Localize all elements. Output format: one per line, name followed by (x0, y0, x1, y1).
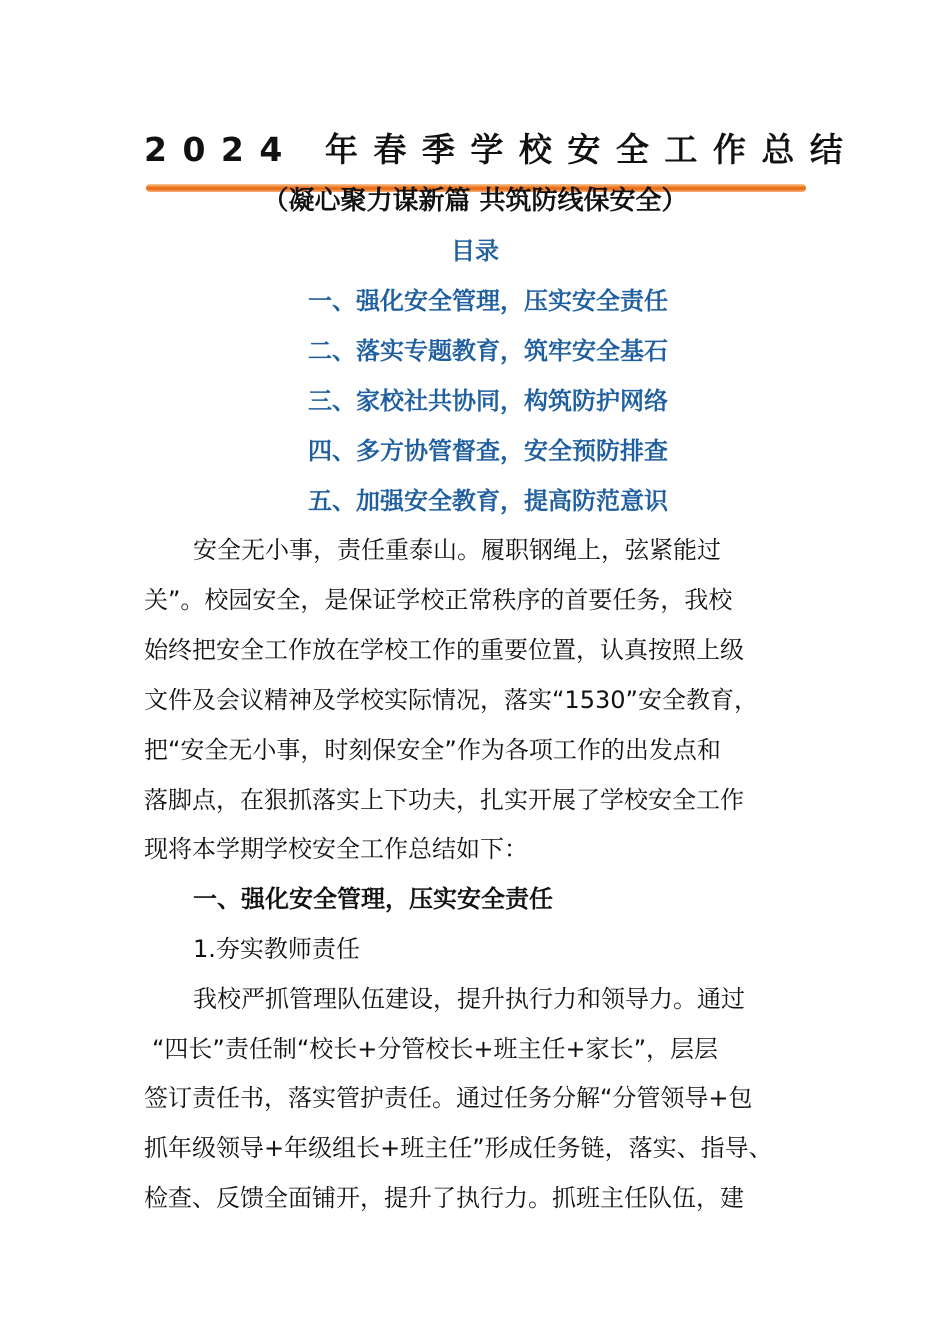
intro-line: 落脚点，在狠抓落实上下功夫，扎实开展了学校安全工作 (144, 786, 744, 814)
intro-line: 把“安全无小事，时刻保安全”作为各项工作的出发点和 (144, 736, 721, 764)
toc-item: 三、家校社共协同，构筑防护网络 (308, 387, 668, 415)
body-line: 签订责任书，落实管护责任。通过任务分解“分管领导+包 (144, 1084, 753, 1112)
toc-heading: 目录 (451, 237, 499, 265)
intro-line: 关”。校园安全，是保证学校正常秩序的首要任务，我校 (144, 586, 733, 614)
toc-item: 四、多方协管督查，安全预防排查 (308, 437, 668, 465)
intro-line: 文件及会议精神及学校实际情况，落实“1530”安全教育， (144, 686, 758, 714)
subsection-heading: 1.夯实教师责任 (193, 935, 360, 963)
section-heading: 一、强化安全管理，压实安全责任 (193, 885, 553, 913)
toc-item: 二、落实专题教育，筑牢安全基石 (308, 337, 668, 365)
body-line: “四长”责任制“校长+分管校长+班主任+家长”，层层 (152, 1035, 719, 1063)
body-line: 抓年级领导+年级组长+班主任”形成任务链，落实、指导、 (144, 1134, 773, 1162)
body-line: 检查、反馈全面铺开，提升了执行力。抓班主任队伍，建 (144, 1184, 744, 1212)
intro-line: 始终把安全工作放在学校工作的重要位置，认真按照上级 (144, 636, 744, 664)
body-line: 我校严抓管理队伍建设，提升执行力和领导力。通过 (193, 985, 745, 1013)
document-subtitle: （凝心聚力谋新篇 共筑防线保安全） (262, 186, 688, 216)
toc-item: 一、强化安全管理，压实安全责任 (308, 287, 668, 315)
intro-line: 安全无小事，责任重泰山。履职钢绳上，弦紧能过 (193, 536, 721, 564)
toc-item: 五、加强安全教育，提高防范意识 (308, 487, 668, 515)
document-title: 2024 年春季学校安全工作总结 (144, 130, 859, 169)
intro-line: 现将本学期学校安全工作总结如下： (144, 835, 528, 863)
